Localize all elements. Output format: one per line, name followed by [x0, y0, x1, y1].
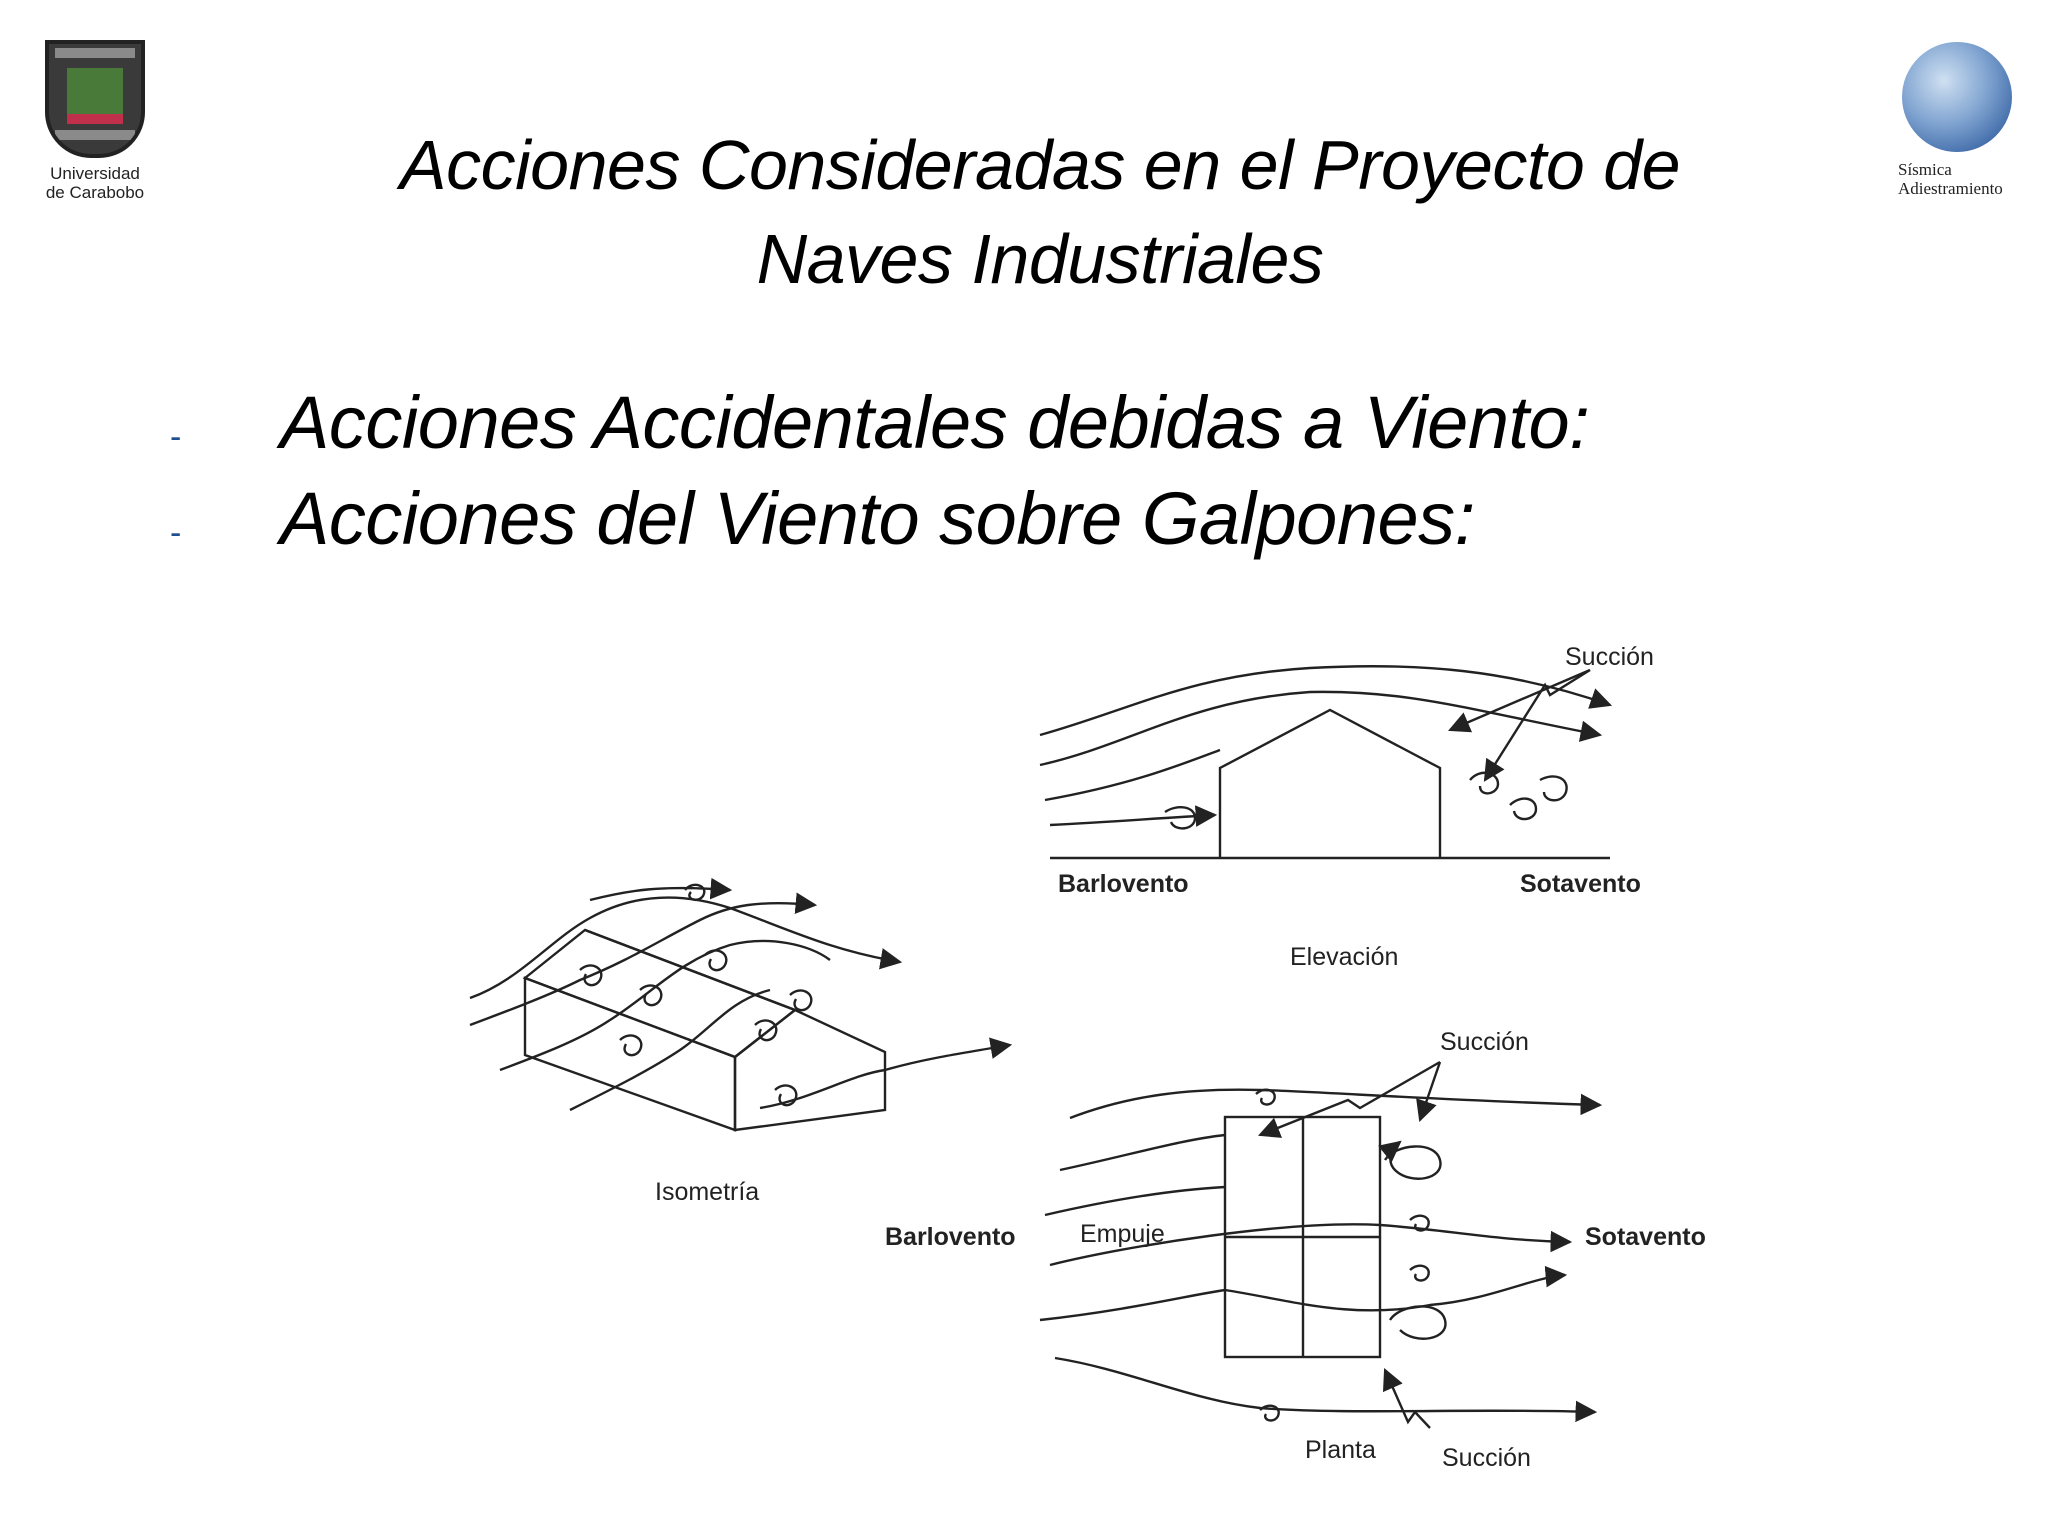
bullet-marker: - — [170, 418, 182, 456]
slide-title-line-1: Acciones Consideradas en el Proyecto de — [399, 126, 1681, 204]
elevation-suction-label: Succión — [1565, 643, 1654, 671]
eddy — [620, 1035, 641, 1055]
wind-streamline — [570, 990, 770, 1110]
bullet-list — [170, 380, 1589, 572]
eddy — [790, 990, 811, 1010]
eddy — [1256, 1090, 1275, 1105]
university-logo — [30, 40, 160, 202]
bullet-text: Acciones del Viento sobre Galpones: — [280, 477, 1475, 560]
plan-suction-bottom-label: Succión — [1442, 1444, 1531, 1472]
wind-streamline — [1070, 1090, 1600, 1118]
elevation-leeward-label: Sotavento — [1520, 870, 1641, 898]
elevation-view — [1040, 666, 1610, 858]
eddy — [1385, 1142, 1440, 1179]
bullet-item — [170, 476, 1589, 572]
wind-streamline — [1050, 815, 1215, 825]
bullet-marker: - — [170, 514, 182, 552]
university-shield-icon — [45, 40, 145, 158]
plan-caption: Planta — [1305, 1436, 1376, 1464]
suction-leader — [1385, 1370, 1430, 1428]
eddy — [755, 1020, 776, 1040]
slide-title — [250, 118, 1830, 306]
wind-streamline — [1060, 1135, 1225, 1170]
wind-diagram — [430, 600, 1780, 1500]
wind-streamline — [470, 898, 900, 998]
globe-icon — [1902, 42, 2012, 152]
isometric-view — [470, 885, 1010, 1130]
isometric-gable-end — [735, 1010, 885, 1130]
sismica-logo — [1880, 42, 2030, 198]
building-section — [1220, 710, 1440, 858]
eddy — [1410, 1266, 1429, 1281]
eddy — [1470, 773, 1498, 794]
eddy — [1510, 799, 1536, 819]
elevation-windward-label: Barlovento — [1058, 870, 1189, 898]
university-logo-caption: Universidad de Carabobo — [45, 164, 145, 202]
elevation-caption: Elevación — [1290, 943, 1399, 971]
eddy — [1540, 776, 1567, 800]
eddy — [1390, 1306, 1445, 1338]
plan-push-label: Empuje — [1080, 1220, 1165, 1248]
wind-streamline — [1055, 1358, 1595, 1412]
eddy — [705, 950, 726, 970]
bullet-text: Acciones Accidentales debidas a Viento: — [280, 381, 1590, 464]
suction-leader — [1485, 670, 1590, 780]
isometric-caption: Isometría — [655, 1178, 760, 1206]
plan-leeward-label: Sotavento — [1585, 1223, 1706, 1251]
plan-windward-label: Barlovento — [885, 1223, 1016, 1251]
slide-title-line-2: Naves Industriales — [756, 220, 1324, 298]
wind-streamline — [1045, 1187, 1225, 1215]
plan-suction-top-label: Succión — [1440, 1028, 1529, 1056]
sismica-logo-caption: Sísmica Adiestramiento — [1898, 160, 2003, 198]
wind-streamline — [1040, 666, 1610, 735]
bullet-item — [170, 380, 1589, 476]
